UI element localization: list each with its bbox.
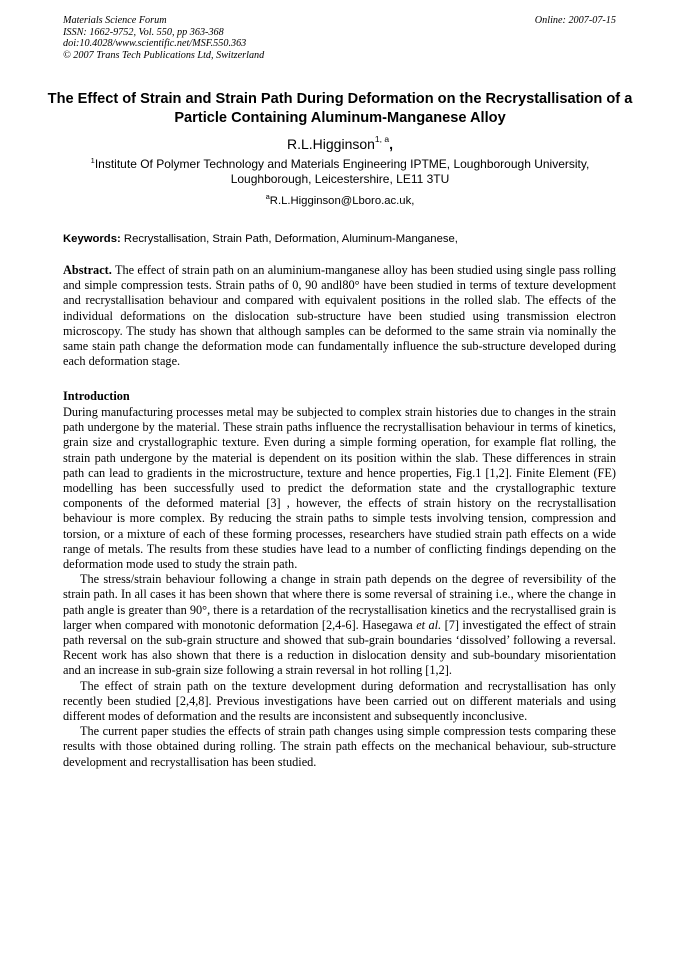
abstract-text: The effect of strain path on an aluminium-manganese alloy has been studied using single pass rolling and simple compression tests. Strain paths of 0, 90 andl80° have been studied in terms of texture development and recrystallisation behaviour and compared with equivalent positions in the rolled slab. The effects of the individual deformations on the dislocation sub-structure have been studied using transmission electron microscopy. The study has shown that although samples can be deformed to the same strain via nominally the same stain path change the deformation mode can fundamentally influence the sub-structure developed during each deformation stage. <box>63 263 616 369</box>
intro-paragraph-2-part-b: [7] investigated the effect of strain path reversal on the sub-grain structure and showed that sub-grain boundaries ‘dissolved’ following a reversal. Recent work has also shown that there is a reduction in dislocation density and sub-boundary misorientation and an increase in sub-grain size following a strain reversal in hot rolling [1,2]. <box>63 617 617 678</box>
email-line <box>40 194 640 208</box>
intro-paragraph-3: The effect of strain path on the texture development during deformation and recrystallisation has only recently been studied [2,4,8]. Previous investigations have been carried out on different materials and using different modes of deformation and the results are inconsistent and subsequently inconclusive. <box>63 678 616 724</box>
email-superscript: a <box>265 192 270 201</box>
introduction-body <box>63 405 616 770</box>
journal-name: Materials Science Forum <box>63 15 167 26</box>
intro-paragraph-2-etal: et al. <box>416 617 442 632</box>
author-trailing-comma: , <box>389 136 393 152</box>
abstract-label: Abstract. <box>63 263 112 277</box>
online-date: Online: 2007-07-15 <box>534 15 616 26</box>
journal-header <box>63 15 616 61</box>
intro-paragraph-2-part-a: The stress/strain behaviour following a change in strain path depends on the degree of reversibility of the strain path. In all cases it has been shown that where there is some reversal of straining i.e., where the change in path angle is greater than 90°, there is a retardation of the recrystallisation kinetics and the recrystallised grain is larger when compared with monotonic deformation [2,4-6]. Hasegawa <box>63 572 616 632</box>
affiliation-text: Institute Of Polymer Technology and Materials Engineering IPTME, Loughborough University, Loughborough, Leicestershire, LE11 3TU <box>94 157 590 186</box>
issn-line: ISSN: 1662-9752, Vol. 550, pp 363-368 <box>63 26 224 38</box>
author-line <box>40 135 640 153</box>
copyright-line: © 2007 Trans Tech Publications Ltd, Switzerland <box>63 49 265 61</box>
affiliation <box>70 157 610 187</box>
email-address[interactable]: R.L.Higginson@Lboro.ac.uk, <box>269 195 415 207</box>
intro-paragraph-4: The current paper studies the effects of strain path changes using simple compression tests comparing these results with those obtained during rolling. The strain path effects on the mechanical behaviour, sub-structure development and recrystallisation has been studied. <box>63 724 616 769</box>
intro-paragraph-2 <box>63 572 616 678</box>
doi-line: doi:10.4028/www.scientific.net/MSF.550.363 <box>63 38 247 50</box>
keywords-text: Recrystallisation, Strain Path, Deformation, Aluminum-Manganese, <box>123 233 458 245</box>
author-name: R.L.Higginson <box>286 136 375 152</box>
introduction-heading: Introduction <box>63 389 130 403</box>
paper-title: The Effect of Strain and Strain Path During Deformation on the Recrystallisation of a Particle Containing Aluminum-Manganese Alloy <box>47 91 633 126</box>
keywords-label: Keywords: <box>63 233 121 245</box>
intro-paragraph-1: During manufacturing processes metal may be subjected to complex strain histories due to changes in the strain path undergone by the material. These strain paths influence the recrystallisation behaviour in terms of kinetics, grain size and crystallographic texture. Even during a simple forming operation, for example flat rolling, the strain path undergone by the material is dependent on its position within the slab. These differences in strain path can lead to gradients in the microstructure, texture and hence properties, Fig.1 [1,2]. Finite Element (FE) modelling has been successfully used to predict the deformation state and the crystallographic texture components of the deformed material [3] , however, the effects of strain history on the recrystallisation behaviour is more complex. By reducing the strain paths to simple tests involving tension, compression and torsion, or a mixture of each of these forming processes, researchers have studied strain path effects on a wide range of metals. The results from these studies have lead to a number of conflicting findings depending on the deformation mode used to study the strain path. <box>63 405 616 572</box>
affiliation-superscript: 1 <box>90 156 95 165</box>
author-superscript: 1, a <box>374 134 390 144</box>
keywords <box>63 232 616 246</box>
abstract <box>63 263 616 369</box>
